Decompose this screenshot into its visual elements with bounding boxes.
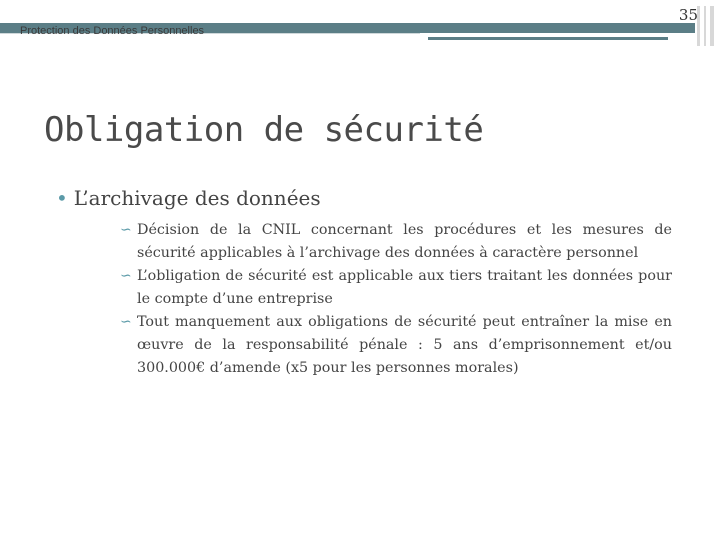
header-side-decoration (697, 6, 719, 46)
sub-bullet-item (120, 219, 672, 265)
main-bullet-text: L’archivage des données (73, 186, 321, 210)
sub-bullet-icon: ∽ (120, 222, 132, 238)
section-title: Protection des Données Personnelles (20, 25, 205, 37)
sub-bullet-icon: ∽ (120, 314, 132, 330)
slide-title: Obligation de sécurité (44, 110, 484, 150)
header-accent-line (428, 37, 668, 40)
sub-bullet-list (120, 219, 672, 380)
sub-bullet-icon: ∽ (120, 268, 132, 284)
sub-bullet-text: L’obligation de sécurité est applicable aux tiers traitant les données pour le compte d’une entreprise (137, 268, 672, 307)
bullet-icon: • (56, 186, 68, 210)
sub-bullet-item (120, 265, 672, 311)
main-bullet (56, 186, 321, 210)
sub-bullet-text: Décision de la CNIL concernant les procédures et les mesures de sécurité applicables à l’archivage des données à caractère personnel (137, 222, 672, 261)
page-number: 35 (678, 6, 698, 24)
sub-bullet-item (120, 311, 672, 380)
sub-bullet-text: Tout manquement aux obligations de sécurité peut entraîner la mise en œuvre de la responsabilité pénale : 5 ans d’emprisonnement et/ou 300.000€ d’amende (x5 pour les personnes morales) (137, 314, 672, 376)
